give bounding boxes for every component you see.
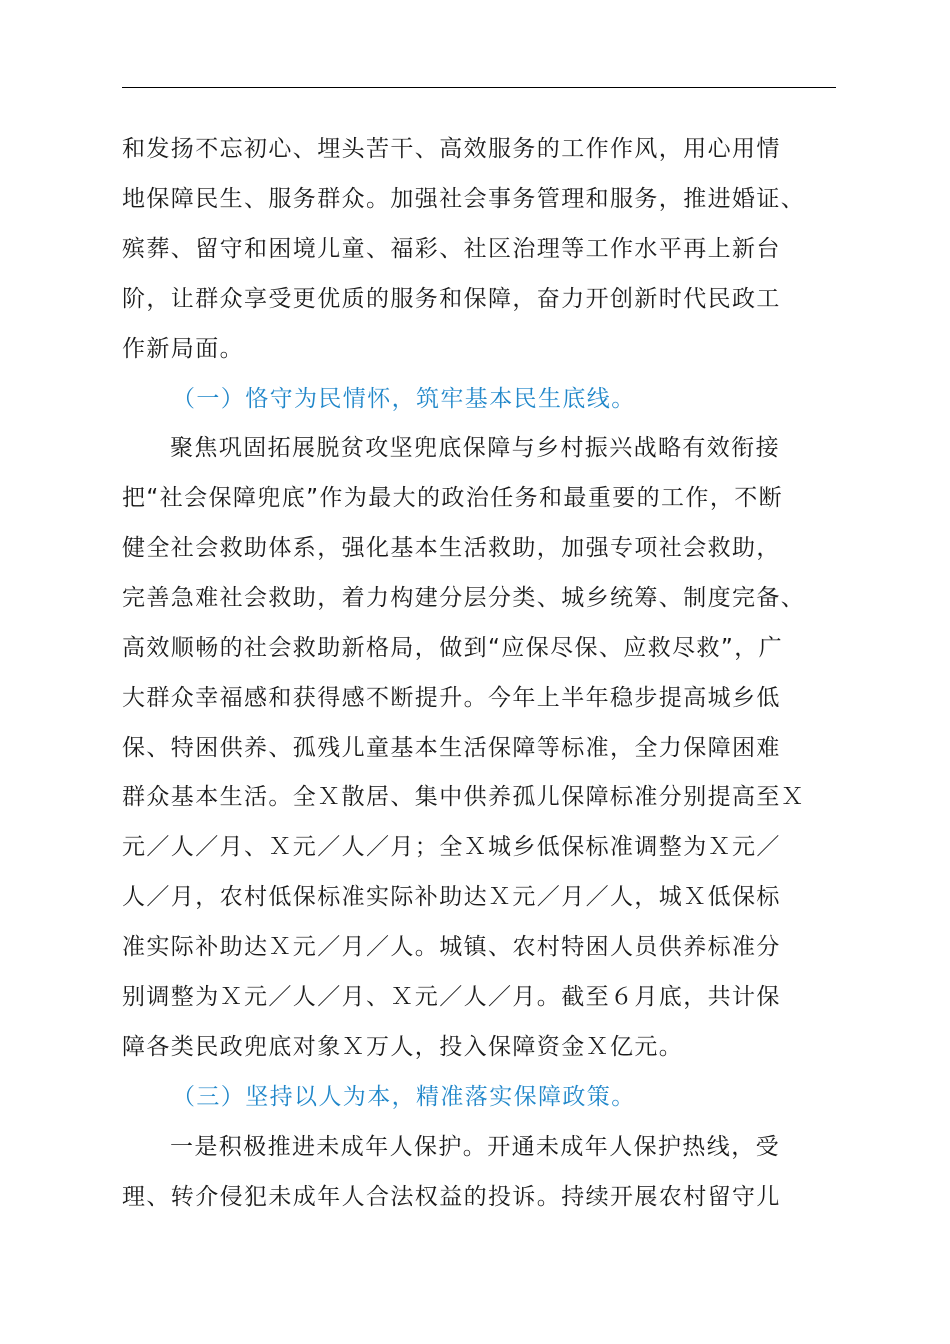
paragraph-line: 健全社会救助体系，强化基本生活救助，加强专项社会救助， <box>122 535 781 561</box>
paragraph-line: 地保障民生、服务群众。加强社会事务管理和服务，推进婚证、 <box>122 186 806 212</box>
paragraph-line: 作新局面。 <box>122 336 244 362</box>
paragraph-line: 准实际补助达Ｘ元／月／人。城镇、农村特困人员供养标准分 <box>122 934 781 960</box>
paragraph-line: 保、特困供养、孤残儿童基本生活保障等标准，全力保障困难 <box>122 735 781 761</box>
paragraph-line: 元／人／月、Ｘ元／人／月；全Ｘ城乡低保标准调整为Ｘ元／ <box>122 834 781 860</box>
paragraph-line: 高效顺畅的社会救助新格局，做到“应保尽保、应救尽救”，广 <box>122 635 784 661</box>
paragraph-line: 群众基本生活。全Ｘ散居、集中供养孤儿保障标准分别提高至Ｘ <box>122 784 806 810</box>
header-rule <box>122 87 836 88</box>
paragraph-line: 聚焦巩固拓展脱贫攻坚兜底保障与乡村振兴战略有效衔接 <box>170 435 780 461</box>
paragraph-line: 理、转介侵犯未成年人合法权益的投诉。持续开展农村留守儿 <box>122 1184 781 1210</box>
paragraph-line: 殡葬、留守和困境儿童、福彩、社区治理等工作水平再上新台 <box>122 236 781 262</box>
section-heading: （一）恪守为民情怀，筑牢基本民生底线。 <box>172 386 636 412</box>
paragraph-line: 障各类民政兜底对象Ｘ万人，投入保障资金Ｘ亿元。 <box>122 1034 684 1060</box>
paragraph-line: 一是积极推进未成年人保护。开通未成年人保护热线，受 <box>170 1134 780 1160</box>
paragraph-line: 人／月，农村低保标准实际补助达Ｘ元／月／人，城Ｘ低保标 <box>122 884 781 910</box>
paragraph-line: 阶，让群众享受更优质的服务和保障，奋力开创新时代民政工 <box>122 286 781 312</box>
paragraph-line: 大群众幸福感和获得感不断提升。今年上半年稳步提高城乡低 <box>122 685 781 711</box>
paragraph-line: 和发扬不忘初心、埋头苦干、高效服务的工作作风，用心用情 <box>122 136 781 162</box>
paragraph-line: 别调整为Ｘ元／人／月、Ｘ元／人／月。截至６月底，共计保 <box>122 984 781 1010</box>
section-heading: （三）坚持以人为本，精准落实保障政策。 <box>172 1084 636 1110</box>
paragraph-line: 把“社会保障兜底”作为最大的政治任务和最重要的工作，不断 <box>122 485 784 511</box>
paragraph-line: 完善急难社会救助，着力构建分层分类、城乡统筹、制度完备、 <box>122 585 806 611</box>
